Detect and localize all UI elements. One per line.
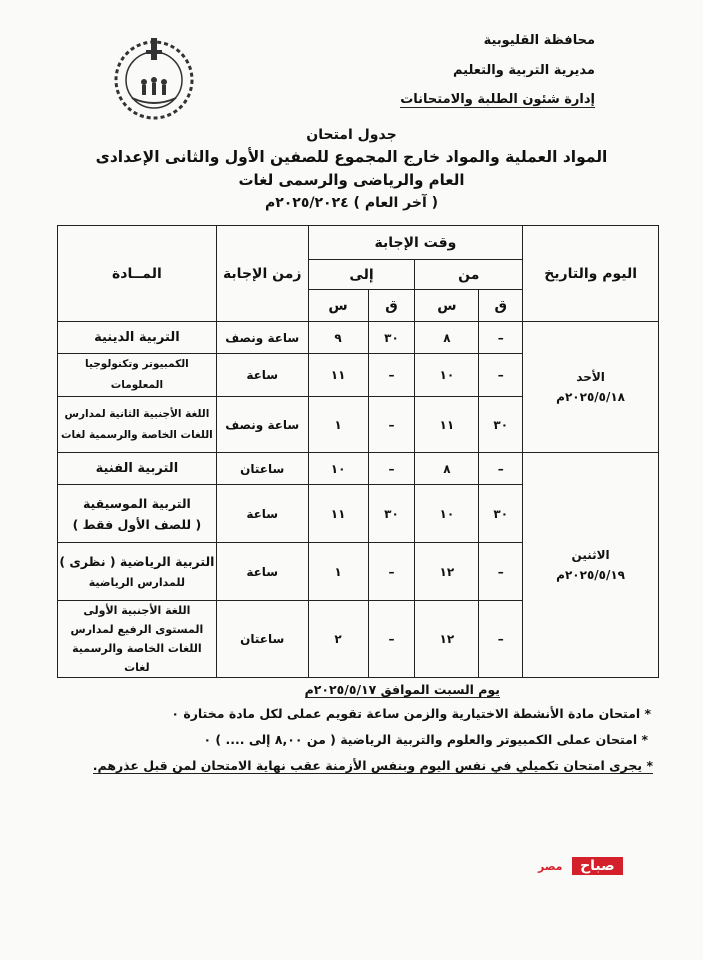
subject-line: التربية الرياضية ( نظرى ) [59,553,215,569]
subject-cell [58,322,217,354]
from-minutes-cell: – [479,601,523,678]
day-cell-sunday [523,322,659,453]
duration-cell: ساعتان [216,601,308,678]
subject-cell [58,485,217,543]
to-hours-cell: ١ [308,397,368,453]
brand-watermark [538,855,623,874]
subject-cell [58,601,217,678]
subject-line: الكمبيوتر وتكنولوجيا المعلومات [85,358,189,391]
to-minutes-cell: – [368,397,415,453]
title-line-4: ( آخر العام ) ٢٠٢٥/٢٠٢٤م [264,195,439,211]
duration-cell: ساعة ونصف [216,397,308,453]
to-minutes-cell: – [368,601,415,678]
note-activities: * امتحان مادة الأنشطة الاختيارية والزمن ساعة تقويم عملى لكل مادة مختارة ٠ [171,706,651,721]
to-minutes-cell: ٣٠ [368,485,415,543]
day-date: ٢٠٢٥/٥/١٨م [556,390,626,404]
note-makeup-exam: * يجرى امتحان تكميلي في نفس اليوم وبنفس الأزمنة عقب نهاية الامتحان لمن قبل عذرهم. [92,758,653,773]
duration-header: زمن الإجابة [216,226,308,322]
note-practical-exams: * امتحان عملى الكمبيوتر والعلوم والتربية الرياضية ( من ٨,٠٠ إلى .... ) ٠ [203,732,648,747]
table-row [58,453,659,485]
from-minutes-cell: ٣٠ [479,485,523,543]
subject-cell [58,543,217,601]
governorate-label: محافظة القليوبية [483,33,595,48]
from-minutes-cell: – [479,453,523,485]
brand-country: مصر [538,860,563,873]
subject-line: التربية الفنية [95,461,179,476]
duration-cell: ساعة [216,543,308,601]
department-label: إدارة شئون الطلبة والامتحانات [400,92,595,107]
from-hours-cell: ٨ [415,322,479,354]
to-hours-cell: ١١ [308,485,368,543]
from-header: من [415,260,523,290]
to-minutes-cell: ٣٠ [368,322,415,354]
from-minutes-cell: – [479,354,523,397]
subject-cell [58,354,217,397]
duration-cell: ساعة [216,485,308,543]
ministry-seal-logo [108,30,200,122]
day-name: الأحد [576,370,605,384]
duration-cell: ساعة [216,354,308,397]
title-line-1: جدول امتحان [306,127,397,143]
to-minutes-header: ق [368,290,415,322]
subject-line: التربية الدينية [94,330,180,345]
from-hours-cell: ١٢ [415,601,479,678]
from-hours-header: س [415,290,479,322]
title-line-3: العام والرياضى والرسمى لغات [238,171,465,189]
from-minutes-cell: – [479,322,523,354]
to-minutes-cell: – [368,543,415,601]
answer-time-header: وقت الإجابة [308,226,523,260]
subject-header: المــادة [58,226,217,322]
to-hours-cell: ١١ [308,354,368,397]
to-hours-cell: ٢ [308,601,368,678]
subject-line: اللغة الأجنبية الثانية لمدارس [64,407,210,420]
subject-line: التربية الموسيقية [82,495,191,511]
saturday-note: يوم السبت الموافق ٢٠٢٥/٥/١٧م [304,682,500,697]
to-minutes-cell: – [368,453,415,485]
from-hours-cell: ١٠ [415,485,479,543]
day-date: ٢٠٢٥/٥/١٩م [556,568,626,582]
from-minutes-cell: – [479,543,523,601]
to-hours-header: س [308,290,368,322]
subject-cell [58,453,217,485]
day-cell-monday [523,453,659,678]
to-hours-cell: ١٠ [308,453,368,485]
duration-cell: ساعة ونصف [216,322,308,354]
subject-cell [58,397,217,453]
from-minutes-cell: ٣٠ [479,397,523,453]
day-date-header: اليوم والتاريخ [523,226,659,322]
to-hours-cell: ١ [308,543,368,601]
from-minutes-header: ق [479,290,523,322]
title-line-2: المواد العملية والمواد خارج المجموع للصفين الأول والثانى الإعدادى [95,148,608,166]
day-name: الاثنين [571,548,610,562]
brand-name: صباح [572,857,623,875]
from-hours-cell: ٨ [415,453,479,485]
subject-line: اللغة الأجنبية الأولى [83,604,191,617]
subject-line: ( للصف الأول فقط ) [72,516,202,532]
from-hours-cell: ١٠ [415,354,479,397]
to-hours-cell: ٩ [308,322,368,354]
subject-line: للمدارس الرياضية [88,575,186,589]
exam-schedule-table [57,225,659,678]
subject-line: المستوى الرفيع لمدارس [70,623,204,636]
to-header: إلى [308,260,415,290]
duration-cell: ساعتان [216,453,308,485]
from-hours-cell: ١٢ [415,543,479,601]
subject-line: اللغات الخاصة والرسمية لغات [72,642,202,674]
directorate-label: مديرية التربية والتعليم [452,63,595,78]
table-row [58,322,659,354]
from-hours-cell: ١١ [415,397,479,453]
to-minutes-cell: – [368,354,415,397]
subject-line: اللغات الخاصة والرسمية لغات [61,428,213,441]
